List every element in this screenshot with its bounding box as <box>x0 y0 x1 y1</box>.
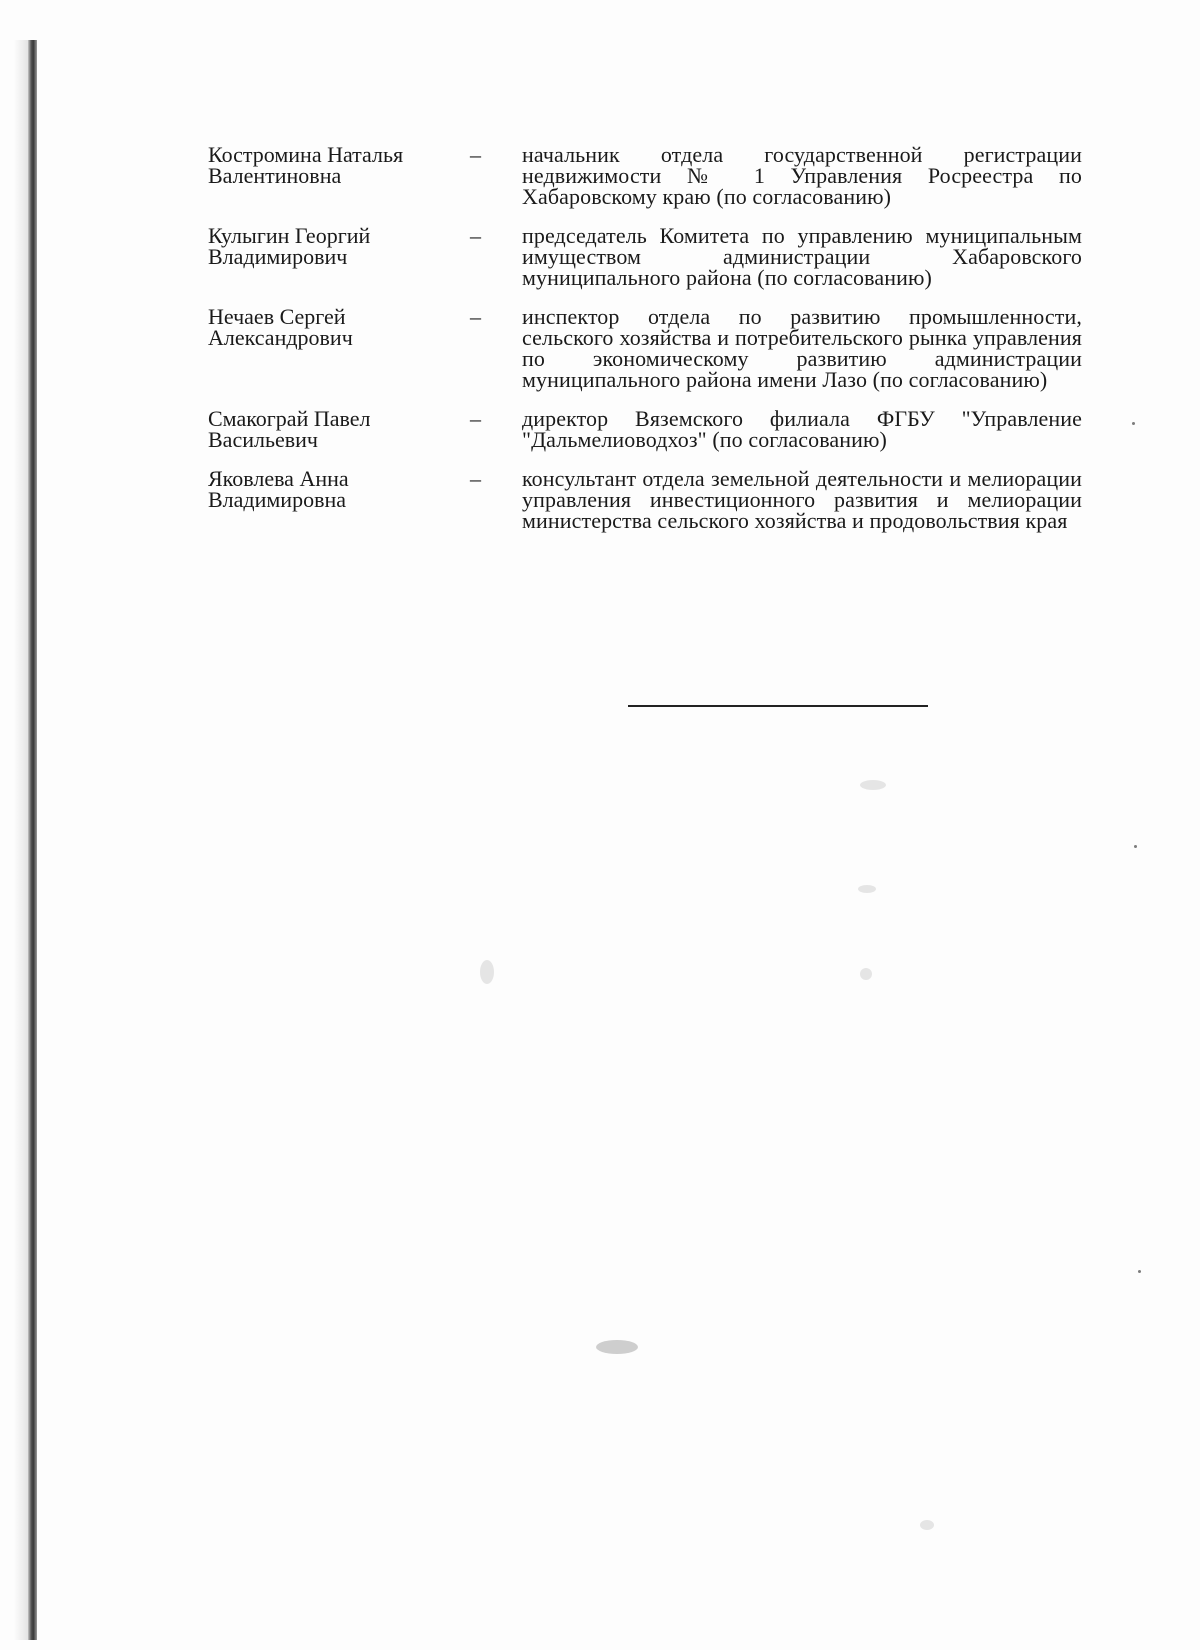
member-name <box>208 144 470 186</box>
member-role: инспектор отдела по развитию промышленности, сельского хозяйства и потребительского рынка управления по экономическому развитию администрации муниципального района имени Лазо (по согласованию) <box>522 304 1082 392</box>
member-role: начальник отдела государственной регистрации недвижимости № 1 Управления Росреестра по Хабаровскому краю (по согласованию) <box>522 142 1082 209</box>
member-role: консультант отдела земельной деятельности и мелиорации управления инвестиционного развития и мелиорации министерства сельского хозяйства и продовольствия края <box>522 466 1082 533</box>
member-name-line2: Валентиновна <box>208 163 342 188</box>
member-row <box>208 225 1088 288</box>
member-dash: – <box>470 466 481 491</box>
member-dash: – <box>470 406 481 431</box>
members-list <box>208 144 1088 549</box>
member-name <box>208 306 470 348</box>
member-name-line1: Костромина Наталья <box>208 142 404 167</box>
scan-speck <box>480 960 494 984</box>
member-name-line1: Смакограй Павел <box>208 406 371 431</box>
member-row <box>208 306 1088 390</box>
scan-speck <box>596 1340 638 1354</box>
closing-rule <box>628 705 928 707</box>
scan-speck <box>1134 845 1137 848</box>
member-name-line1: Яковлева Анна <box>208 466 349 491</box>
member-dash: – <box>470 142 481 167</box>
scan-edge-shadow <box>14 40 28 1640</box>
member-name-line2: Владимировна <box>208 487 347 512</box>
scan-speck <box>1138 1270 1141 1273</box>
scan-speck <box>860 780 886 790</box>
member-name-line2: Владимирович <box>208 244 348 269</box>
member-name <box>208 225 470 267</box>
scan-speck <box>1132 422 1135 425</box>
member-name <box>208 408 470 450</box>
member-role: председатель Комитета по управлению муниципальным имуществом администрации Хабаровского муниципального района (по согласованию) <box>522 223 1082 290</box>
member-role: директор Вяземского филиала ФГБУ "Управление "Дальмелиоводхоз" (по согласованию) <box>522 406 1082 452</box>
scan-speck <box>920 1520 934 1530</box>
member-name-line2: Александрович <box>208 325 353 350</box>
member-name <box>208 468 470 510</box>
member-name-line1: Нечаев Сергей <box>208 304 346 329</box>
scan-edge <box>28 40 37 1640</box>
member-row <box>208 408 1088 450</box>
member-name-line1: Кулыгин Георгий <box>208 223 371 248</box>
scan-speck <box>860 968 872 980</box>
member-row <box>208 468 1088 531</box>
member-dash: – <box>470 223 481 248</box>
member-dash: – <box>470 304 481 329</box>
scan-speck <box>858 885 876 893</box>
member-row <box>208 144 1088 207</box>
member-name-line2: Васильевич <box>208 427 318 452</box>
